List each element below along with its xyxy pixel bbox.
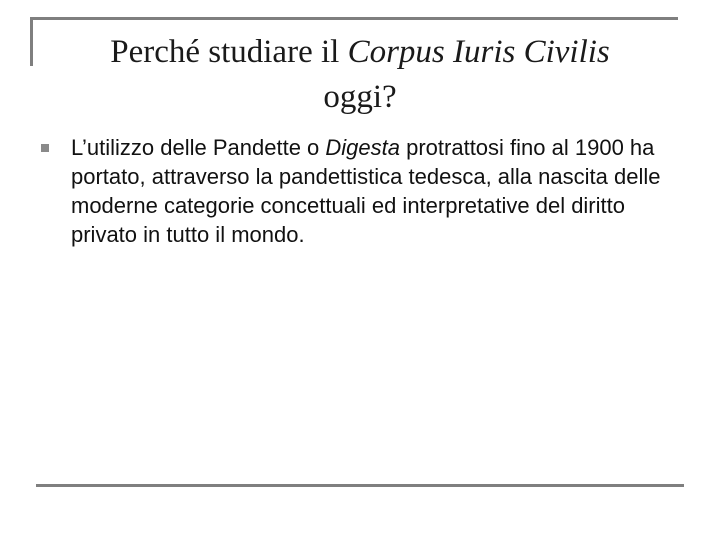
- square-bullet-icon: [41, 144, 49, 152]
- slide-title: [40, 30, 680, 120]
- frame-left-rule: [30, 17, 33, 66]
- bullet-text-start: L’utilizzo delle Pandette o: [71, 135, 326, 160]
- title-text-line2: oggi?: [323, 79, 397, 115]
- list-item: [38, 133, 678, 249]
- bullet-list: [38, 133, 678, 249]
- title-text: Perché studiare il: [110, 34, 348, 70]
- bullet-text-end: protrattosi fino al 1900 ha portato, attraverso la pandettistica tedesca, alla nascita delle moderne categorie concettuali ed interpretative del diritto privato in tutto il mondo.: [71, 135, 661, 247]
- bullet-text-italic: Digesta: [325, 135, 400, 160]
- frame-bottom-rule: [36, 484, 684, 487]
- frame-top-rule: [30, 17, 678, 20]
- bullet-text: [71, 135, 660, 247]
- title-italic-text: Corpus Iuris Civilis: [347, 34, 610, 70]
